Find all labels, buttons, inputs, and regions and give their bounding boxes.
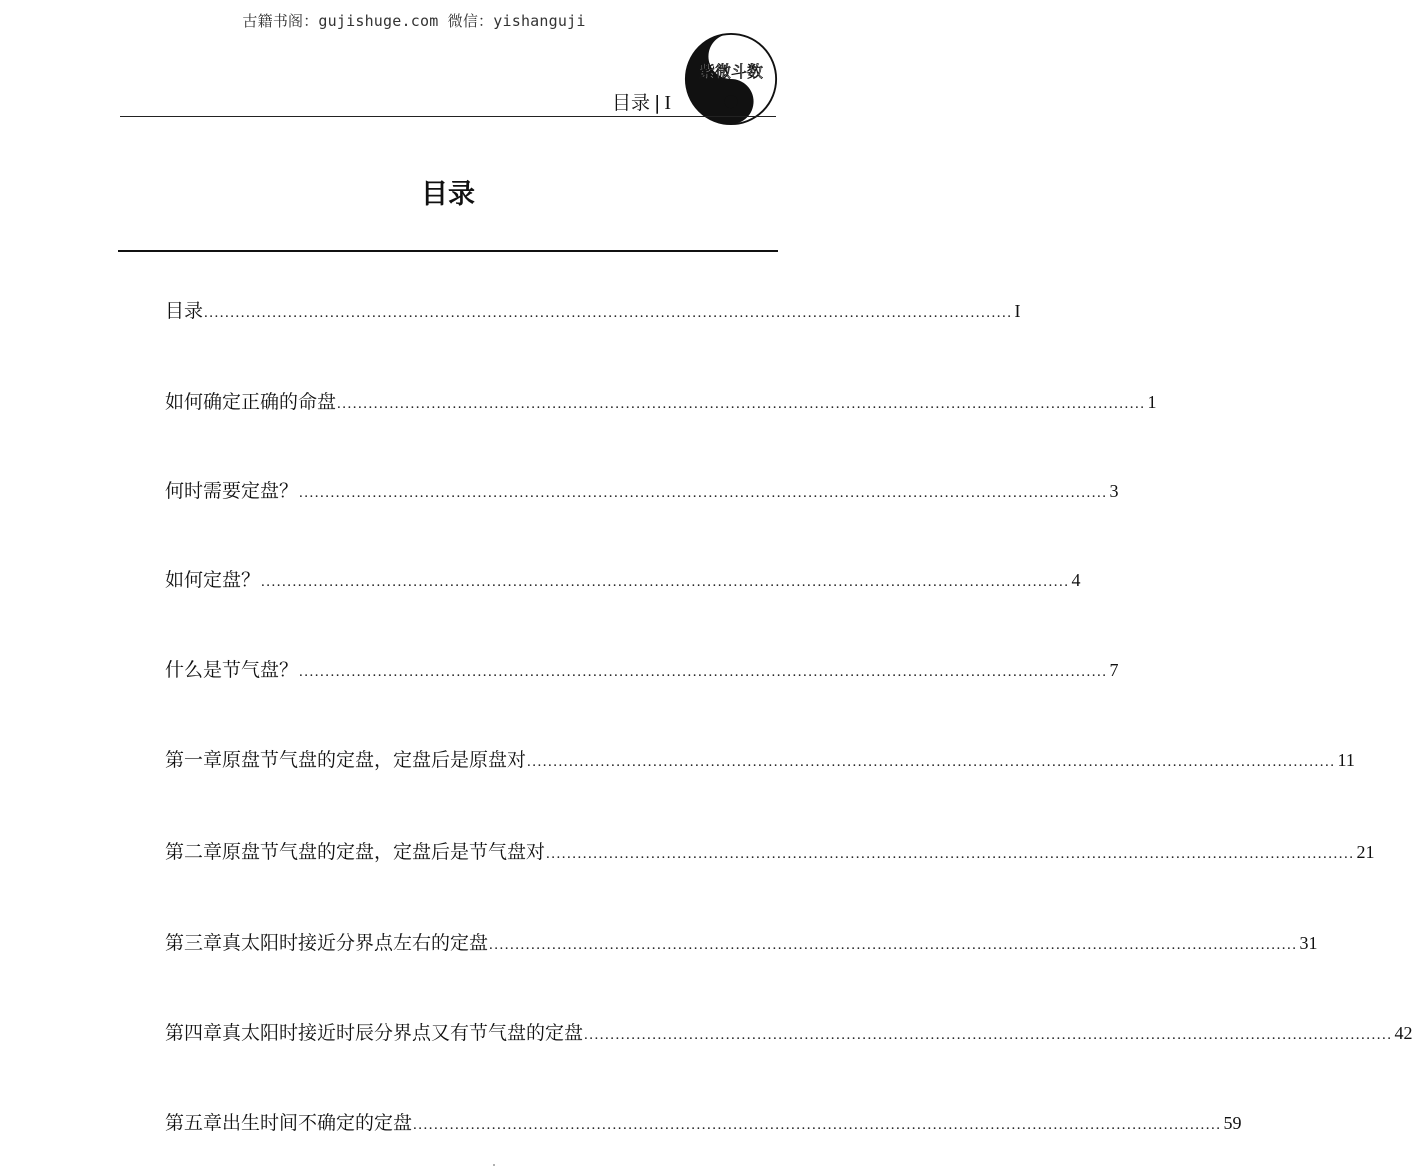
toc-leader-dots: ..........................................................................................................................................................	[489, 937, 1298, 953]
toc-entry[interactable]	[165, 837, 1375, 864]
toc-leader-dots: ..........................................................................................................................................................	[204, 305, 1013, 321]
toc-entry-chapter: 第四章	[165, 1022, 223, 1044]
page-title: 目录	[421, 179, 475, 210]
toc-leader-dots: ..........................................................................................................................................................	[337, 396, 1146, 412]
toc-entry-chapter: 第一章	[165, 749, 223, 771]
toc-entry-page: 3	[1109, 481, 1119, 501]
toc-entry[interactable]	[165, 476, 1119, 503]
toc-entry-title: 原盘节气盘的定盘，定盘后是原盘对	[222, 749, 527, 771]
watermark-text: 古籍书阁：gujishuge.com 微信：yishanguji	[242, 12, 586, 30]
toc-entry-page: 4	[1071, 570, 1081, 590]
toc-entry-page: 1	[1147, 392, 1157, 412]
toc-entry[interactable]	[165, 745, 1355, 772]
toc-leader-dots: ..........................................................................................................................................................	[261, 574, 1070, 590]
toc-entry-title: 什么是节气盘？	[165, 659, 299, 681]
toc-entry-title: 原盘节气盘的定盘，定盘后是节气盘对	[222, 841, 546, 863]
toc-entry-page: 31	[1299, 933, 1318, 953]
toc-entry-title: 目录	[165, 300, 204, 322]
toc-entry[interactable]	[165, 387, 1157, 414]
toc-entry-chapter: 第二章	[165, 841, 223, 863]
toc-leader-dots: ..........................................................................................................................................................	[299, 485, 1108, 501]
toc-entry[interactable]	[165, 928, 1318, 955]
toc-entry-page: 59	[1223, 1113, 1242, 1133]
toc-entry-title: 真太阳时接近时辰分界点又有节气盘的定盘	[222, 1022, 584, 1044]
toc-entry-page: 21	[1356, 842, 1375, 862]
logo-text: 紫微斗数	[699, 62, 763, 82]
toc-entry-chapter: 第五章	[165, 1112, 223, 1134]
toc-entry[interactable]	[165, 655, 1119, 682]
toc-entry[interactable]	[165, 1018, 1413, 1045]
table-of-contents	[165, 0, 1413, 1173]
toc-leader-dots: ..........................................................................................................................................................	[584, 1027, 1393, 1043]
running-header-section: 目录	[612, 92, 651, 114]
toc-entry[interactable]	[165, 565, 1081, 592]
toc-leader-dots: ..........................................................................................................................................................	[527, 754, 1336, 770]
toc-leader-dots: ..........................................................................................................................................................	[546, 846, 1355, 862]
running-header-separator: |	[654, 92, 661, 114]
toc-leader-dots: ..........................................................................................................................................................	[413, 1117, 1222, 1133]
running-header-page-number: I	[664, 92, 672, 114]
toc-entry-page: 42	[1394, 1023, 1413, 1043]
toc-entry[interactable]	[165, 1108, 1242, 1135]
toc-entry-page: I	[1014, 301, 1021, 321]
toc-entry-chapter: 第三章	[165, 932, 223, 954]
scan-speck	[493, 1164, 495, 1166]
toc-entry[interactable]	[165, 296, 1021, 323]
toc-entry-title: 出生时间不确定的定盘	[222, 1112, 413, 1134]
toc-entry-title: 如何确定正确的命盘	[165, 391, 337, 413]
toc-entry-title: 真太阳时接近分界点左右的定盘	[222, 932, 489, 954]
toc-leader-dots: ..........................................................................................................................................................	[299, 664, 1108, 680]
toc-entry-page: 7	[1109, 660, 1119, 680]
toc-entry-title: 何时需要定盘？	[165, 480, 299, 502]
toc-entry-title: 如何定盘？	[165, 569, 261, 591]
toc-entry-page: 11	[1337, 750, 1355, 770]
